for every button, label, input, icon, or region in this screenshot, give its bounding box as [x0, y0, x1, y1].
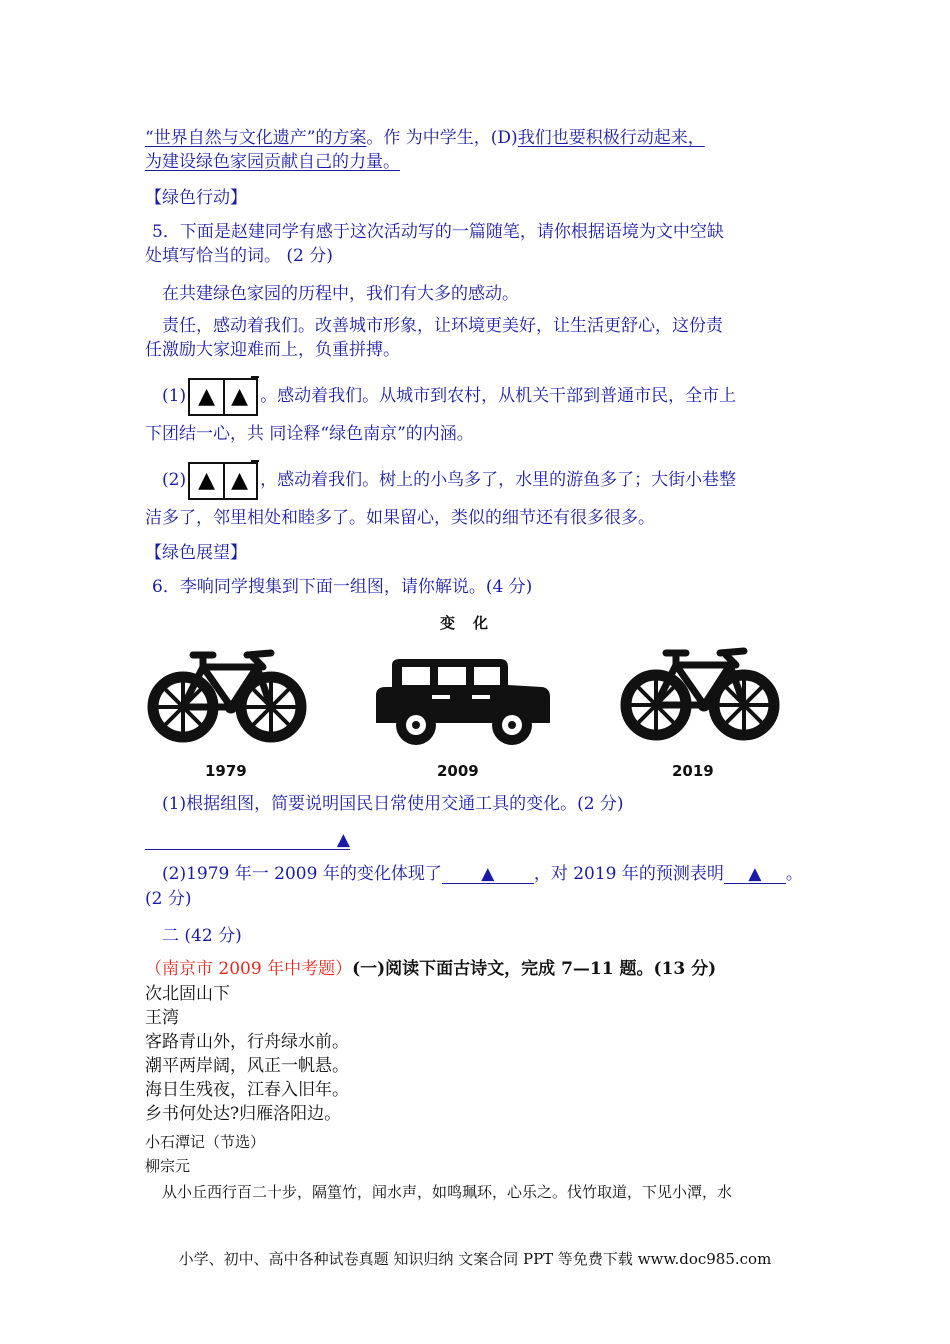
part-2-heading: 二 (42 分): [162, 926, 242, 946]
bicycle-1979-image: [145, 645, 310, 750]
passage-line-2: 为建设绿色家园贡献自己的力量。: [145, 152, 400, 172]
q5-item-2-text: ，感动着我们。树上的小鸟多了，水里的游鱼多了；大街小巷整: [260, 470, 737, 490]
year-label-1979: 1979: [205, 762, 247, 780]
q6-sub-2-text-c: 。: [785, 864, 803, 884]
triangle-icon: ▲: [231, 467, 249, 493]
q6-sub-2: [162, 863, 803, 885]
q5-paragraph-2-line-1: 责任，感动着我们。改善城市形象，让环境更美好，让生活更舒心，这份责: [162, 316, 723, 336]
prose-author: 柳宗元: [145, 1157, 191, 1175]
prose-line-1: 从小丘西行百二十步，隔篁竹，闻水声，如鸣珮环，心乐之。伐竹取道，下见小潭，水: [162, 1183, 733, 1201]
q5-item-1: [162, 376, 736, 416]
q5-item-1-line-2: 下团结一心，共 同诠释“绿色南京”的内涵。: [145, 424, 474, 444]
answer-blank-3[interactable]: ▲: [724, 865, 786, 884]
year-label-2019: 2019: [672, 762, 714, 780]
poem-line-4: 乡书何处达?归雁洛阳边。: [145, 1104, 342, 1124]
answer-blank-1[interactable]: ▲: [145, 831, 350, 850]
car-2009-image: [372, 655, 552, 750]
q5-line-2: 处填写恰当的词。 (2 分): [145, 246, 333, 266]
triangle-icon: ▲: [190, 380, 225, 414]
q6-sub-2-text-a: (2)1979 年一 2009 年的变化体现了: [162, 864, 442, 884]
passage-marker-d: (D): [490, 128, 518, 148]
q6-sub-2-text-b: ，对 2019 年的预测表明: [533, 864, 724, 884]
q6-sub-1: (1)根据组图，简要说明国民日常使用交通工具的变化。(2 分): [162, 794, 624, 814]
passage-underlined-a: “世界自然与文化遗产”的方案: [145, 128, 367, 148]
poem-line-3: 海日生残夜，江春入旧年。: [145, 1080, 349, 1100]
q5-line-1: 5．下面是赵建同学有感于这次活动写的一篇随笔，请你根据语境为文中空缺: [152, 222, 724, 242]
section-green-action: 【绿色行动】: [145, 188, 247, 208]
bicycle-2019-image: [618, 643, 783, 748]
prose-title: 小石潭记（节选）: [145, 1133, 266, 1151]
answer-blank-2[interactable]: ▲: [442, 865, 534, 884]
answer-box-2[interactable]: [188, 462, 258, 500]
section-green-outlook: 【绿色展望】: [145, 543, 247, 563]
q5-item-1-text: 。感动着我们。从城市到农村，从机关干部到普通市民，全市上: [260, 386, 737, 406]
q5-item-2: [162, 460, 736, 500]
poem-title: 次北固山下: [145, 984, 230, 1004]
q5-paragraph-1: 在共建绿色家园的历程中，我们有大多的感动。: [162, 284, 519, 304]
passage-line-1: [145, 127, 705, 149]
q6-line-1: 6．李响同学搜集到下面一组图，请你解说。(4 分): [152, 577, 533, 597]
page-footer: 小学、初中、高中各种试卷真题 知识归纳 文案合同 PPT 等免费下载 www.doc985.com: [178, 1250, 772, 1268]
q6-sub-2-line-2: (2 分): [145, 889, 192, 909]
instruction-text: (一)阅读下面古诗文，完成 7—11 题。(13 分): [352, 959, 717, 979]
source-label: （南京市 2009 年中考题）: [145, 959, 353, 979]
year-label-2009: 2009: [437, 762, 479, 780]
triangle-icon: ▲: [190, 464, 225, 498]
answer-box-1[interactable]: [188, 378, 258, 416]
figure-title: 变化: [440, 614, 507, 632]
q6-sub-1-answer: [145, 829, 350, 851]
triangle-icon: ▲: [231, 383, 249, 409]
poem-author: 王湾: [145, 1008, 179, 1028]
poem-line-2: 潮平两岸阔，风正一帆悬。: [145, 1056, 349, 1076]
q5-item-1-number: (1): [162, 386, 187, 406]
passage-text-b: 。作 为中学生，: [366, 128, 491, 148]
poem-line-1: 客路青山外，行舟绿水前。: [145, 1032, 349, 1052]
q5-item-2-number: (2): [162, 470, 187, 490]
passage-underlined-d: 我们也要积极行动起来，: [517, 128, 705, 148]
part-2-instruction: [145, 958, 716, 980]
q5-item-2-line-2: 洁多了，邻里相处和睦多了。如果留心，类似的细节还有很多很多。: [145, 508, 655, 528]
q5-paragraph-2-line-2: 任激励大家迎难而上，负重拼搏。: [145, 340, 400, 360]
